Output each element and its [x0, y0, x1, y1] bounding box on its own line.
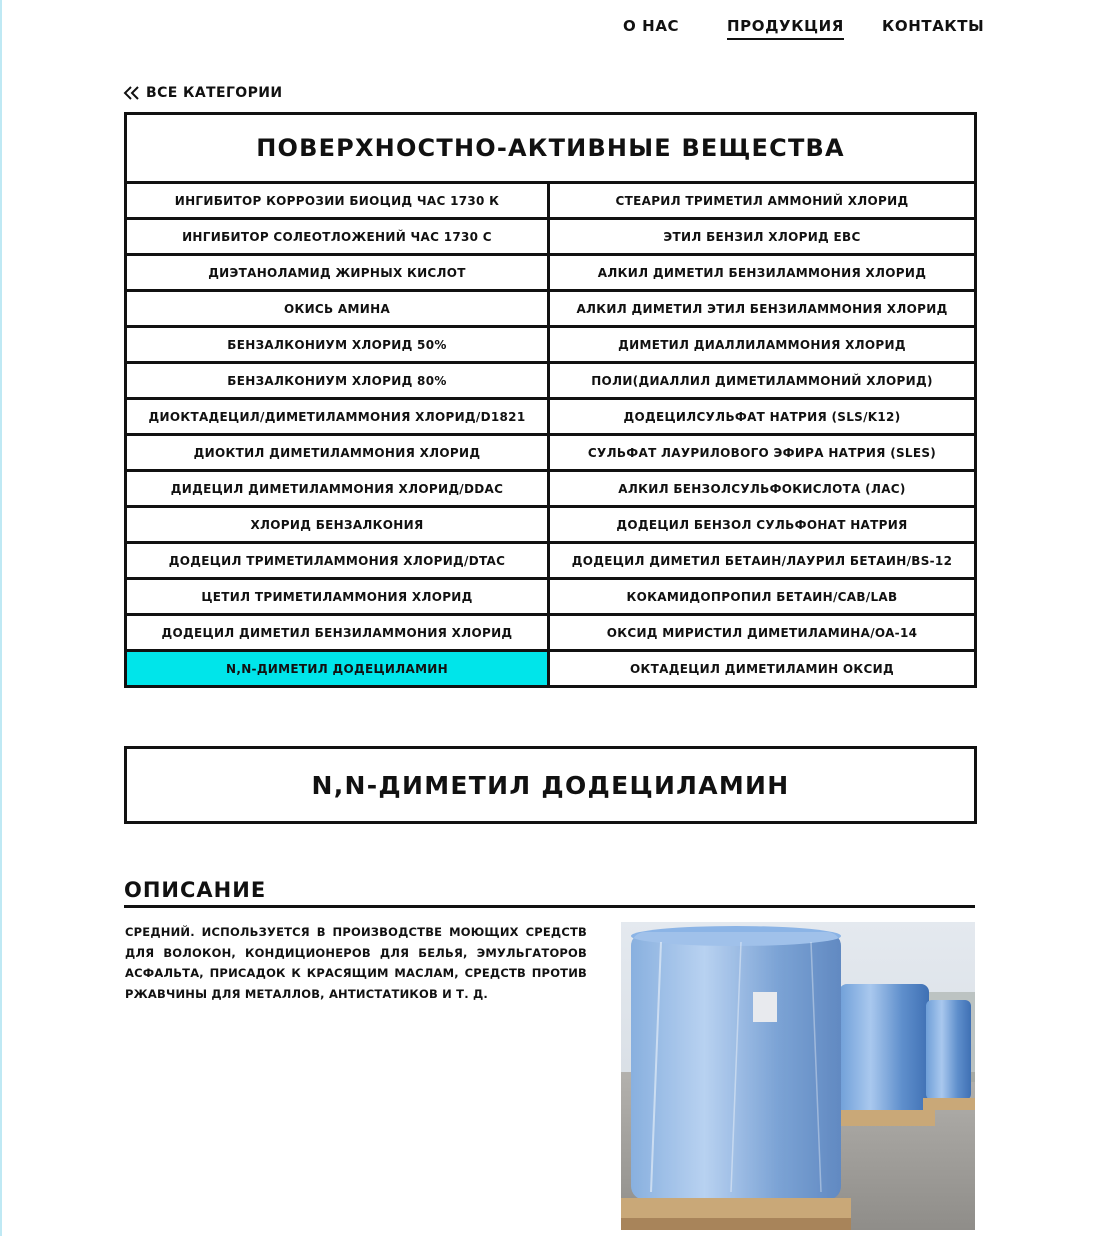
category-item[interactable]: ДОДЕЦИЛ ДИМЕТИЛ БЕНЗИЛАММОНИЯ ХЛОРИД [127, 616, 550, 652]
category-item[interactable]: КОКАМИДОПРОПИЛ БЕТАИН/CAB/LAB [550, 580, 974, 616]
category-item[interactable]: ДОДЕЦИЛ ТРИМЕТИЛАММОНИЯ ХЛОРИД/DTAC [127, 544, 550, 580]
category-item[interactable]: АЛКИЛ ДИМЕТИЛ БЕНЗИЛАММОНИЯ ХЛОРИД [550, 256, 974, 292]
category-item[interactable]: ЦЕТИЛ ТРИМЕТИЛАММОНИЯ ХЛОРИД [127, 580, 550, 616]
category-item[interactable]: ДОДЕЦИЛСУЛЬФАТ НАТРИЯ (SLS/K12) [550, 400, 974, 436]
all-categories-label: ВСЕ КАТЕГОРИИ [146, 85, 283, 101]
category-item[interactable]: ДИОКТИЛ ДИМЕТИЛАММОНИЯ ХЛОРИД [127, 436, 550, 472]
category-item[interactable]: БЕНЗАЛКОНИУМ ХЛОРИД 80% [127, 364, 550, 400]
category-item[interactable]: ОКТАДЕЦИЛ ДИМЕТИЛАМИН ОКСИД [630, 661, 894, 676]
product-photo [621, 922, 975, 1230]
category-item[interactable]: ДОДЕЦИЛ ДИМЕТИЛ БЕТАИН/ЛАУРИЛ БЕТАИН/BS-12 [550, 544, 974, 580]
category-item[interactable]: N,N-ДИМЕТИЛ ДОДЕЦИЛАМИН [127, 652, 550, 685]
category-item[interactable]: ПОЛИ(ДИАЛЛИЛ ДИМЕТИЛАММОНИЙ ХЛОРИД) [550, 364, 974, 400]
all-categories-link[interactable] [123, 83, 283, 103]
category-item[interactable]: БЕНЗАЛКОНИУМ ХЛОРИД 50% [127, 328, 550, 364]
category-item[interactable]: АЛКИЛ БЕНЗОЛСУЛЬФОКИСЛОТА (ЛАС) [550, 472, 974, 508]
category-item[interactable]: ДИДЕЦИЛ ДИМЕТИЛАММОНИЯ ХЛОРИД/DDAC [127, 472, 550, 508]
description-heading: ОПИСАНИЕ [124, 878, 975, 908]
product-title: N,N-ДИМЕТИЛ ДОДЕЦИЛАМИН [124, 746, 977, 824]
double-chevron-left-icon [123, 85, 141, 101]
left-edge-line [0, 0, 2, 1236]
category-item[interactable]: ДИЭТАНОЛАМИД ЖИРНЫХ КИСЛОТ [127, 256, 550, 292]
category-item[interactable]: СТЕАРИЛ ТРИМЕТИЛ АММОНИЙ ХЛОРИД [550, 184, 974, 220]
nav-item-products[interactable]: ПРОДУКЦИЯ [727, 16, 844, 40]
category-title: ПОВЕРХНОСТНО-АКТИВНЫЕ ВЕЩЕСТВА [127, 115, 974, 184]
category-item[interactable]: ОКИСЬ АМИНА [127, 292, 550, 328]
category-item[interactable]: СУЛЬФАТ ЛАУРИЛОВОГО ЭФИРА НАТРИЯ (SLES) [550, 436, 974, 472]
top-nav [0, 16, 1100, 40]
category-item[interactable]: ДОДЕЦИЛ БЕНЗОЛ СУЛЬФОНАТ НАТРИЯ [550, 508, 974, 544]
category-item[interactable]: ДИМЕТИЛ ДИАЛЛИЛАММОНИЯ ХЛОРИД [550, 328, 974, 364]
category-item[interactable]: ОКСИД МИРИСТИЛ ДИМЕТИЛАМИНА/OA-14 [550, 616, 974, 652]
category-table [124, 112, 977, 688]
nav-item-contacts[interactable]: КОНТАКТЫ [882, 17, 985, 35]
nav-item-about[interactable]: О НАС [623, 17, 680, 35]
category-item[interactable]: ИНГИБИТОР СОЛЕОТЛОЖЕНИЙ ЧАС 1730 С [127, 220, 550, 256]
category-item[interactable]: АЛКИЛ ДИМЕТИЛ ЭТИЛ БЕНЗИЛАММОНИЯ ХЛОРИД [550, 292, 974, 328]
category-item[interactable]: ИНГИБИТОР КОРРОЗИИ БИОЦИД ЧАС 1730 К [127, 184, 550, 220]
category-item[interactable]: ДИОКТАДЕЦИЛ/ДИМЕТИЛАММОНИЯ ХЛОРИД/D1821 [127, 400, 550, 436]
category-item[interactable]: ХЛОРИД БЕНЗАЛКОНИЯ [127, 508, 550, 544]
category-grid [127, 184, 974, 685]
description-text: СРЕДНИЙ. ИСПОЛЬЗУЕТСЯ В ПРОИЗВОДСТВЕ МОЮЩИХ СРЕДСТВ ДЛЯ ВОЛОКОН, КОНДИЦИОНЕРОВ ДЛЯ БЕЛЬЯ, ЭМУЛЬГАТОРОВ АСФАЛЬТА, ПРИСАДОК К КРАСЯЩИМ МАСЛАМ, СРЕДСТВ ПРОТИВ РЖАВЧИНЫ ДЛЯ МЕТАЛЛОВ, АНТИСТАТИКОВ И Т. Д. [125, 925, 587, 1001]
category-item[interactable]: ЭТИЛ БЕНЗИЛ ХЛОРИД EBC [550, 220, 974, 256]
